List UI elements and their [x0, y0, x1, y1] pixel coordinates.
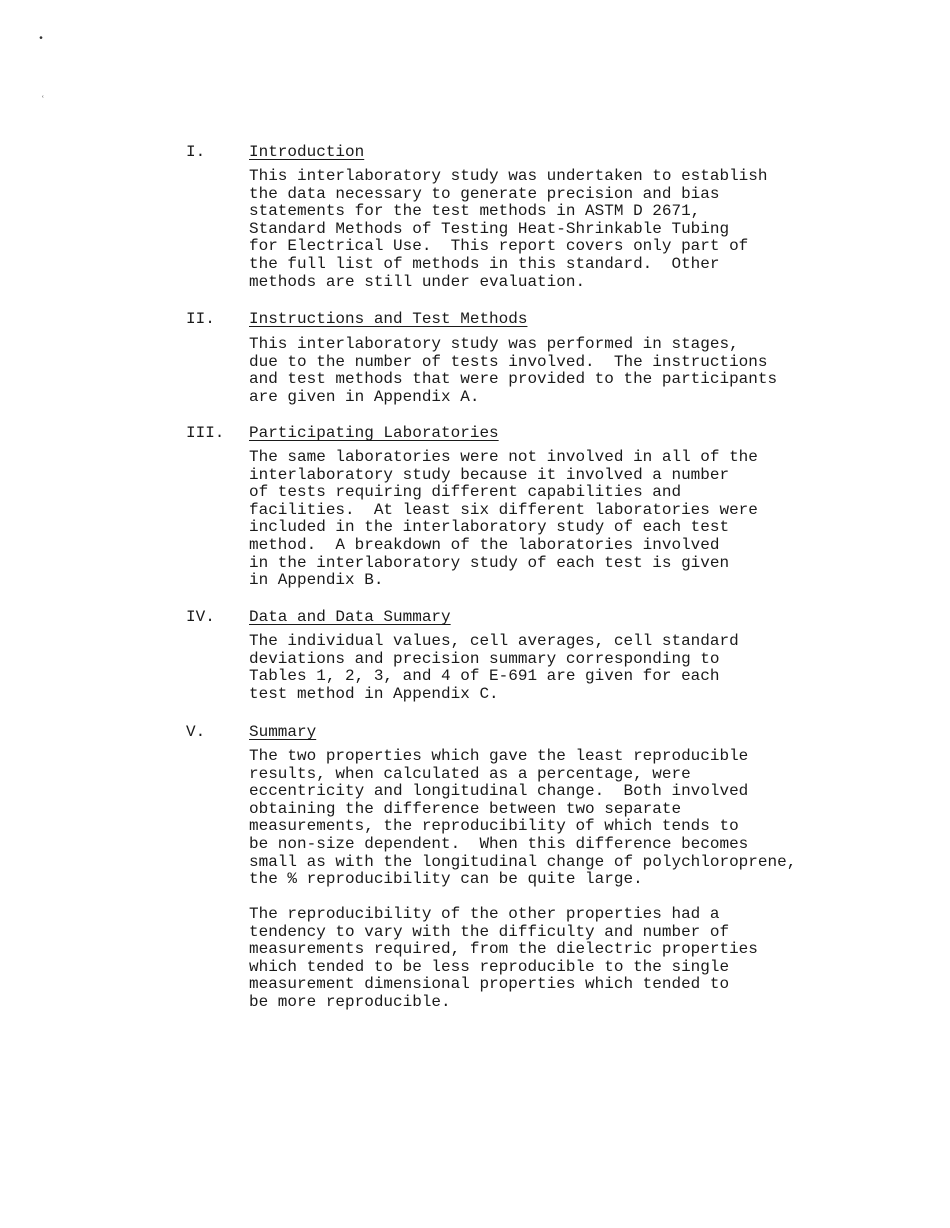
- section-numeral: IV.: [186, 608, 215, 626]
- section-paragraph: The reproducibility of the other properties had a tendency to vary with the difficulty and number of measurements required, from the dielectric properties which tended to be less reproducible to the single measurement dimensional properties which tended to be more reproducible.: [249, 905, 758, 1011]
- section-heading: Summary: [249, 723, 317, 741]
- section-heading: Introduction: [249, 143, 365, 161]
- section-paragraph: The same laboratories were not involved in all of the interlaboratory study because it involved a number of tests requiring different capabilities and facilities. At least six different laboratories were included in the interlaboratory study of each test method. A breakdown of the laboratories involved in the interlaboratory study of each test is given in Appendix B.: [249, 448, 758, 590]
- section-paragraph: The individual values, cell averages, cell standard deviations and precision summary corresponding to Tables 1, 2, 3, and 4 of E-691 are given for each test method in Appendix C.: [249, 632, 739, 703]
- section-heading: Data and Data Summary: [249, 608, 451, 626]
- section-paragraph: This interlaboratory study was performed in stages, due to the number of tests involved. The instructions and test methods that were provided to the participants are given in Appendix A.: [249, 335, 778, 406]
- scan-mark: •: [38, 34, 45, 45]
- section-paragraph: The two properties which gave the least reproducible results, when calculated as a percentage, were eccentricity and longitudinal change. Both involved obtaining the difference between two separate measurements, the reproducibility of which tends to be non-size dependent. When this difference becomes small as with the longitudinal change of polychloroprene, the % reproducibility can be quite large.: [249, 747, 797, 889]
- section-numeral: II.: [186, 310, 215, 328]
- section-numeral: III.: [186, 424, 225, 442]
- section-numeral: V.: [186, 723, 206, 741]
- section-numeral: I.: [186, 143, 206, 161]
- scan-mark: ʿ: [40, 96, 47, 107]
- section-heading: Participating Laboratories: [249, 424, 499, 442]
- section-heading: Instructions and Test Methods: [249, 310, 528, 328]
- section-paragraph: This interlaboratory study was undertaken to establish the data necessary to generate precision and bias statements for the test methods in ASTM D 2671, Standard Methods of Testing Heat-Shrinkable Tubing for Electrical Use. This report covers only part of the full list of methods in this standard. Other methods are still under evaluation.: [249, 167, 768, 291]
